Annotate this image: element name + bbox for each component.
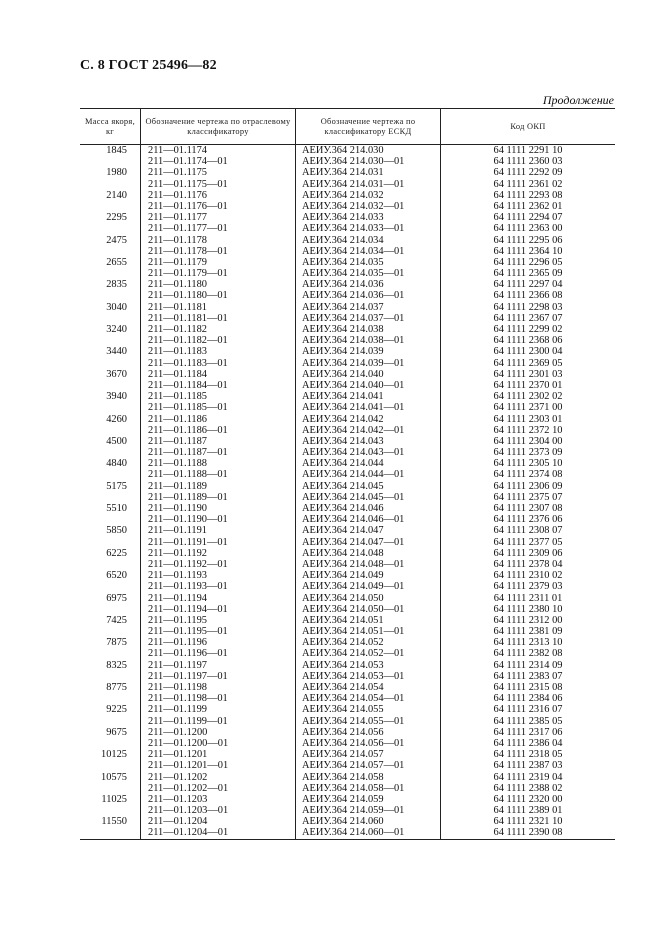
industry-designation-cell: 211—01.1194 [148,592,207,604]
mass-spacer [80,380,127,391]
continuation-note: Продолжение [542,93,614,107]
industry-designation-cell: 211—01.1195 [148,614,207,626]
okp-code-cell: 64 1111 2384 06 [493,693,563,705]
eskd-designation-column [295,145,440,839]
mass-value: 6975 [106,592,127,604]
eskd-designation-cell: АЕИУ.364 214.042 [302,413,384,425]
okp-code-column [440,145,615,839]
industry-designation-cell: 211—01.1201—01 [148,760,229,772]
eskd-designation-cell: АЕИУ.364 214.038—01 [302,335,405,347]
industry-designation-cell: 211—01.1186 [148,413,207,425]
okp-code-cell: 64 1111 2309 06 [493,547,563,559]
industry-designation-cell: 211—01.1174 [148,145,207,156]
mass-column [80,145,140,839]
okp-code-cell: 64 1111 2376 06 [493,514,563,526]
industry-designation-cell: 211—01.1197 [148,659,207,671]
mass-spacer [80,760,127,771]
eskd-designation-cell: АЕИУ.364 214.046—01 [302,514,405,526]
industry-designation-cell: 211—01.1180—01 [148,290,228,302]
okp-code-cell: 64 1111 2360 03 [493,156,563,168]
okp-code-cell: 64 1111 2371 00 [493,402,563,414]
mass-spacer [80,492,127,503]
industry-designation-cell: 211—01.1180 [148,279,207,291]
industry-designation-cell: 211—01.1197—01 [148,670,228,682]
eskd-designation-cell: АЕИУ.364 214.059—01 [302,805,405,817]
mass-value: 7875 [106,637,127,649]
mass-value: 2140 [106,189,127,201]
mass-spacer [80,223,127,234]
okp-code-cell: 64 1111 2378 04 [493,558,563,570]
eskd-designation-cell: АЕИУ.364 214.031—01 [302,178,405,190]
mass-spacer [80,425,127,436]
eskd-designation-cell: АЕИУ.364 214.032—01 [302,200,405,212]
mass-spacer [80,179,127,190]
industry-designation-cell: 211—01.1176—01 [148,200,228,212]
mass-value: 6520 [106,570,127,582]
okp-code-cell: 64 1111 2295 06 [493,234,563,246]
mass-spacer [80,290,127,301]
eskd-designation-cell: АЕИУ.364 214.040—01 [302,379,405,391]
eskd-designation-cell: АЕИУ.364 214.052 [302,637,384,649]
eskd-designation-cell: АЕИУ.364 214.058—01 [302,782,405,794]
mass-spacer [80,738,127,749]
eskd-designation-cell: АЕИУ.364 214.060—01 [302,827,405,839]
okp-code-cell: 64 1111 2375 07 [493,491,563,503]
mass-value: 9225 [106,704,127,716]
mass-spacer [80,604,127,615]
eskd-designation-cell: АЕИУ.364 214.060 [302,816,384,828]
okp-code-cell: 64 1111 2386 04 [493,737,563,749]
industry-designation-cell: 211—01.1190—01 [148,514,228,526]
industry-designation-cell: 211—01.1187—01 [148,447,228,459]
okp-code-cell: 64 1111 2293 08 [493,189,563,201]
eskd-designation-cell: АЕИУ.364 214.036 [302,279,384,291]
eskd-designation-cell: АЕИУ.364 214.046 [302,503,384,514]
okp-code-cell: 64 1111 2317 06 [493,726,563,738]
industry-designation-cell: 211—01.1185—01 [148,402,228,414]
eskd-designation-cell: АЕИУ.364 214.044 [302,458,384,470]
okp-code-cell: 64 1111 2308 07 [493,525,563,537]
mass-value: 4260 [106,413,127,425]
eskd-designation-cell: АЕИУ.364 214.054—01 [302,693,405,705]
data-table [80,108,615,840]
industry-designation-column [140,145,295,839]
eskd-designation-cell: АЕИУ.364 214.033—01 [302,223,405,235]
eskd-designation-cell: АЕИУ.364 214.050 [302,592,384,604]
mass-value: 4500 [106,435,127,447]
mass-value: 11025 [101,793,127,805]
industry-designation-cell: 211—01.1189 [148,480,207,492]
okp-code-cell: 64 1111 2314 09 [493,659,563,671]
eskd-designation-cell: АЕИУ.364 214.054 [302,682,384,693]
eskd-designation-cell: АЕИУ.364 214.030—01 [302,156,405,168]
eskd-designation-cell: АЕИУ.364 214.042—01 [302,424,405,436]
industry-designation-cell: 211—01.1183 [148,346,207,358]
okp-code-cell: 64 1111 2316 07 [493,704,563,716]
eskd-designation-cell: АЕИУ.364 214.053—01 [302,670,405,682]
page-label: С. 8 ГОСТ 25496—82 [80,58,217,73]
mass-value: 3440 [106,346,127,358]
mass-spacer [80,648,127,659]
industry-designation-cell: 211—01.1204 [148,816,208,828]
mass-spacer [80,335,127,346]
industry-designation-cell: 211—01.1200—01 [148,737,229,749]
okp-code-cell: 64 1111 2377 05 [493,536,563,548]
okp-code-cell: 64 1111 2365 09 [493,268,563,280]
eskd-designation-cell: АЕИУ.364 214.039—01 [302,357,405,369]
mass-spacer [80,805,127,816]
okp-code-cell: 64 1111 2306 09 [493,480,563,492]
okp-code-cell: 64 1111 2364 10 [493,245,563,257]
industry-designation-cell: 211—01.1193 [148,570,207,582]
okp-code-cell: 64 1111 2370 01 [493,379,563,391]
eskd-designation-cell: АЕИУ.364 214.048 [302,547,384,559]
industry-designation-cell: 211—01.1186—01 [148,424,228,436]
okp-code-cell: 64 1111 2301 03 [493,368,563,380]
okp-code-cell: 64 1111 2362 01 [493,200,563,212]
mass-value: 6225 [106,547,127,559]
okp-code-cell: 64 1111 2292 09 [493,167,563,179]
okp-code-cell: 64 1111 2307 08 [493,503,563,514]
mass-value: 11550 [101,816,127,828]
industry-designation-cell: 211—01.1181—01 [148,312,228,324]
okp-code-cell: 64 1111 2374 08 [493,469,563,481]
okp-code-cell: 64 1111 2318 05 [493,749,563,761]
industry-designation-cell: 211—01.1185 [148,391,207,403]
okp-code-cell: 64 1111 2387 03 [493,760,563,772]
eskd-designation-cell: АЕИУ.364 214.047 [302,525,384,537]
mass-spacer [80,469,127,480]
eskd-designation-cell: АЕИУ.364 214.049—01 [302,581,405,593]
mass-spacer [80,783,127,794]
industry-designation-cell: 211—01.1177 [148,212,207,224]
industry-designation-cell: 211—01.1191 [148,525,207,537]
okp-code-cell: 64 1111 2319 04 [493,771,563,783]
mass-spacer [80,246,127,257]
industry-designation-cell: 211—01.1195—01 [148,626,228,638]
okp-code-cell: 64 1111 2369 05 [493,357,563,369]
industry-designation-cell: 211—01.1179—01 [148,268,228,280]
mass-value: 5850 [106,525,127,537]
mass-value: 9675 [106,726,127,738]
eskd-designation-cell: АЕИУ.364 214.055 [302,704,384,716]
industry-designation-cell: 211—01.1184—01 [148,379,228,391]
okp-code-cell: 64 1111 2291 10 [493,145,563,156]
eskd-designation-cell: АЕИУ.364 214.041—01 [302,402,405,414]
okp-code-cell: 64 1111 2302 02 [493,391,563,403]
mass-value: 3040 [106,301,127,313]
eskd-designation-cell: АЕИУ.364 214.049 [302,570,384,582]
okp-code-cell: 64 1111 2298 03 [493,301,563,313]
mass-spacer [80,358,127,369]
mass-value: 2655 [106,256,127,268]
mass-spacer [80,581,127,592]
okp-code-cell: 64 1111 2313 10 [493,637,563,649]
industry-designation-cell: 211—01.1181 [148,301,207,313]
industry-designation-cell: 211—01.1182 [148,324,207,335]
okp-code-cell: 64 1111 2303 01 [493,413,563,425]
mass-spacer [80,626,127,637]
okp-code-cell: 64 1111 2304 00 [493,435,563,447]
eskd-designation-cell: АЕИУ.364 214.044—01 [302,469,405,481]
industry-designation-cell: 211—01.1189—01 [148,491,228,503]
okp-code-cell: 64 1111 2315 08 [493,682,563,693]
okp-code-cell: 64 1111 2321 10 [493,816,563,828]
okp-code-cell: 64 1111 2299 02 [493,324,563,335]
mass-spacer [80,514,127,525]
eskd-designation-cell: АЕИУ.364 214.040 [302,368,384,380]
industry-designation-cell: 211—01.1192 [148,547,207,559]
okp-code-cell: 64 1111 2300 04 [493,346,563,358]
industry-designation-cell: 211—01.1204—01 [148,827,229,839]
mass-value: 10125 [101,749,127,761]
eskd-designation-cell: АЕИУ.364 214.059 [302,793,384,805]
mass-spacer [80,313,127,324]
eskd-designation-cell: АЕИУ.364 214.041 [302,391,384,403]
industry-designation-cell: 211—01.1175 [148,167,207,179]
industry-designation-cell: 211—01.1176 [148,189,207,201]
okp-code-cell: 64 1111 2320 00 [493,793,563,805]
okp-code-cell: 64 1111 2366 08 [493,290,563,302]
mass-value: 8775 [106,682,127,693]
mass-spacer [80,827,127,838]
mass-value: 10575 [101,771,127,783]
eskd-designation-cell: АЕИУ.364 214.045—01 [302,491,405,503]
industry-designation-cell: 211—01.1190 [148,503,207,514]
okp-code-cell: 64 1111 2385 05 [493,715,563,727]
eskd-designation-cell: АЕИУ.364 214.045 [302,480,384,492]
mass-value: 2835 [106,279,127,291]
mass-spacer [80,693,127,704]
industry-designation-cell: 211—01.1179 [148,256,207,268]
eskd-designation-cell: АЕИУ.364 214.035 [302,256,384,268]
mass-spacer [80,716,127,727]
industry-designation-cell: 211—01.1199—01 [148,715,228,727]
okp-code-cell: 64 1111 2368 06 [493,335,563,347]
industry-designation-cell: 211—01.1203 [148,793,208,805]
industry-designation-cell: 211—01.1174—01 [148,156,228,168]
industry-designation-cell: 211—01.1199 [148,704,207,716]
industry-designation-cell: 211—01.1198 [148,682,207,693]
mass-spacer [80,201,127,212]
okp-code-cell: 64 1111 2367 07 [493,312,563,324]
eskd-designation-cell: АЕИУ.364 214.043 [302,435,384,447]
mass-value: 7425 [106,614,127,626]
okp-code-cell: 64 1111 2380 10 [493,603,563,615]
eskd-designation-cell: АЕИУ.364 214.056 [302,726,384,738]
industry-designation-cell: 211—01.1178—01 [148,245,228,257]
mass-value: 3670 [106,368,127,380]
industry-designation-cell: 211—01.1203—01 [148,805,229,817]
table-header [80,109,615,145]
okp-code-cell: 64 1111 2389 01 [493,805,563,817]
mass-spacer [80,447,127,458]
eskd-designation-cell: АЕИУ.364 214.058 [302,771,384,783]
mass-spacer [80,671,127,682]
mass-value: 2475 [106,234,127,246]
okp-code-cell: 64 1111 2361 02 [493,178,563,190]
industry-designation-cell: 211—01.1177—01 [148,223,228,235]
industry-designation-cell: 211—01.1191—01 [148,536,228,548]
eskd-designation-cell: АЕИУ.364 214.057 [302,749,384,761]
industry-designation-cell: 211—01.1196 [148,637,207,649]
eskd-designation-cell: АЕИУ.364 214.032 [302,189,384,201]
column-header-mass: Масса якоря, кг [85,116,135,136]
eskd-designation-cell: АЕИУ.364 214.052—01 [302,648,405,660]
eskd-designation-cell: АЕИУ.364 214.051 [302,614,384,626]
industry-designation-cell: 211—01.1183—01 [148,357,228,369]
mass-value: 5510 [106,503,127,514]
okp-code-cell: 64 1111 2312 00 [493,614,563,626]
industry-designation-cell: 211—01.1202—01 [148,782,229,794]
okp-code-cell: 64 1111 2382 08 [493,648,563,660]
mass-value: 8325 [106,659,127,671]
eskd-designation-cell: АЕИУ.364 214.043—01 [302,447,405,459]
okp-code-cell: 64 1111 2294 07 [493,212,563,224]
industry-designation-cell: 211—01.1196—01 [148,648,228,660]
eskd-designation-cell: АЕИУ.364 214.030 [302,145,384,156]
okp-code-cell: 64 1111 2363 00 [493,223,563,235]
industry-designation-cell: 211—01.1175—01 [148,178,228,190]
eskd-designation-cell: АЕИУ.364 214.056—01 [302,737,405,749]
column-header-eskd-designation: Обозначение чертежа по классификатору ЕСКД [295,109,440,144]
industry-designation-cell: 211—01.1193—01 [148,581,228,593]
industry-designation-cell: 211—01.1192—01 [148,558,228,570]
industry-designation-cell: 211—01.1188 [148,458,207,470]
eskd-designation-cell: АЕИУ.364 214.048—01 [302,558,405,570]
table-body [80,145,615,839]
industry-designation-cell: 211—01.1188—01 [148,469,228,481]
mass-spacer [80,402,127,413]
eskd-designation-cell: АЕИУ.364 214.034 [302,234,384,246]
mass-spacer [80,559,127,570]
okp-code-cell: 64 1111 2372 10 [493,424,563,436]
okp-code-cell: 64 1111 2373 09 [493,447,563,459]
eskd-designation-cell: АЕИУ.364 214.033 [302,212,384,224]
mass-value: 4840 [106,458,127,470]
eskd-designation-cell: АЕИУ.364 214.051—01 [302,626,405,638]
mass-value: 3240 [106,324,127,335]
industry-designation-cell: 211—01.1184 [148,368,207,380]
okp-code-cell: 64 1111 2383 07 [493,670,563,682]
eskd-designation-cell: АЕИУ.364 214.055—01 [302,715,405,727]
eskd-designation-cell: АЕИУ.364 214.037—01 [302,312,405,324]
column-header-industry-designation: Обозначение чертежа по отраслевому классификатору [140,109,295,144]
eskd-designation-cell: АЕИУ.364 214.053 [302,659,384,671]
mass-spacer [80,268,127,279]
mass-value: 5175 [106,480,127,492]
mass-spacer [80,156,127,167]
okp-code-cell: 64 1111 2379 03 [493,581,563,593]
okp-code-cell: 64 1111 2305 10 [493,458,563,470]
eskd-designation-cell: АЕИУ.364 214.035—01 [302,268,405,280]
eskd-designation-cell: АЕИУ.364 214.036—01 [302,290,405,302]
industry-designation-cell: 211—01.1182—01 [148,335,228,347]
eskd-designation-cell: АЕИУ.364 214.057—01 [302,760,405,772]
mass-value: 1845 [106,145,127,156]
industry-designation-cell: 211—01.1187 [148,435,207,447]
okp-code-cell: 64 1111 2311 01 [493,592,563,604]
okp-code-cell: 64 1111 2310 02 [493,570,563,582]
okp-code-cell: 64 1111 2388 02 [493,782,563,794]
industry-designation-cell: 211—01.1194—01 [148,603,228,615]
mass-spacer [80,537,127,548]
industry-designation-cell: 211—01.1178 [148,234,207,246]
industry-designation-cell: 211—01.1201 [148,749,208,761]
column-header-okp-code: Код ОКП [440,109,615,144]
mass-value: 3940 [106,391,127,403]
eskd-designation-cell: АЕИУ.364 214.031 [302,167,384,179]
industry-designation-cell: 211—01.1200 [148,726,208,738]
eskd-designation-cell: АЕИУ.364 214.039 [302,346,384,358]
mass-value: 1980 [106,167,127,179]
eskd-designation-cell: АЕИУ.364 214.037 [302,301,384,313]
okp-code-cell: 64 1111 2297 04 [493,279,563,291]
mass-value: 2295 [106,212,127,224]
eskd-designation-cell: АЕИУ.364 214.034—01 [302,245,405,257]
okp-code-cell: 64 1111 2381 09 [493,626,563,638]
industry-designation-cell: 211—01.1198—01 [148,693,228,705]
okp-code-cell: 64 1111 2296 05 [493,256,563,268]
eskd-designation-cell: АЕИУ.364 214.050—01 [302,603,405,615]
eskd-designation-cell: АЕИУ.364 214.038 [302,324,384,335]
okp-code-cell: 64 1111 2390 08 [493,827,563,839]
eskd-designation-cell: АЕИУ.364 214.047—01 [302,536,405,548]
industry-designation-cell: 211—01.1202 [148,771,208,783]
